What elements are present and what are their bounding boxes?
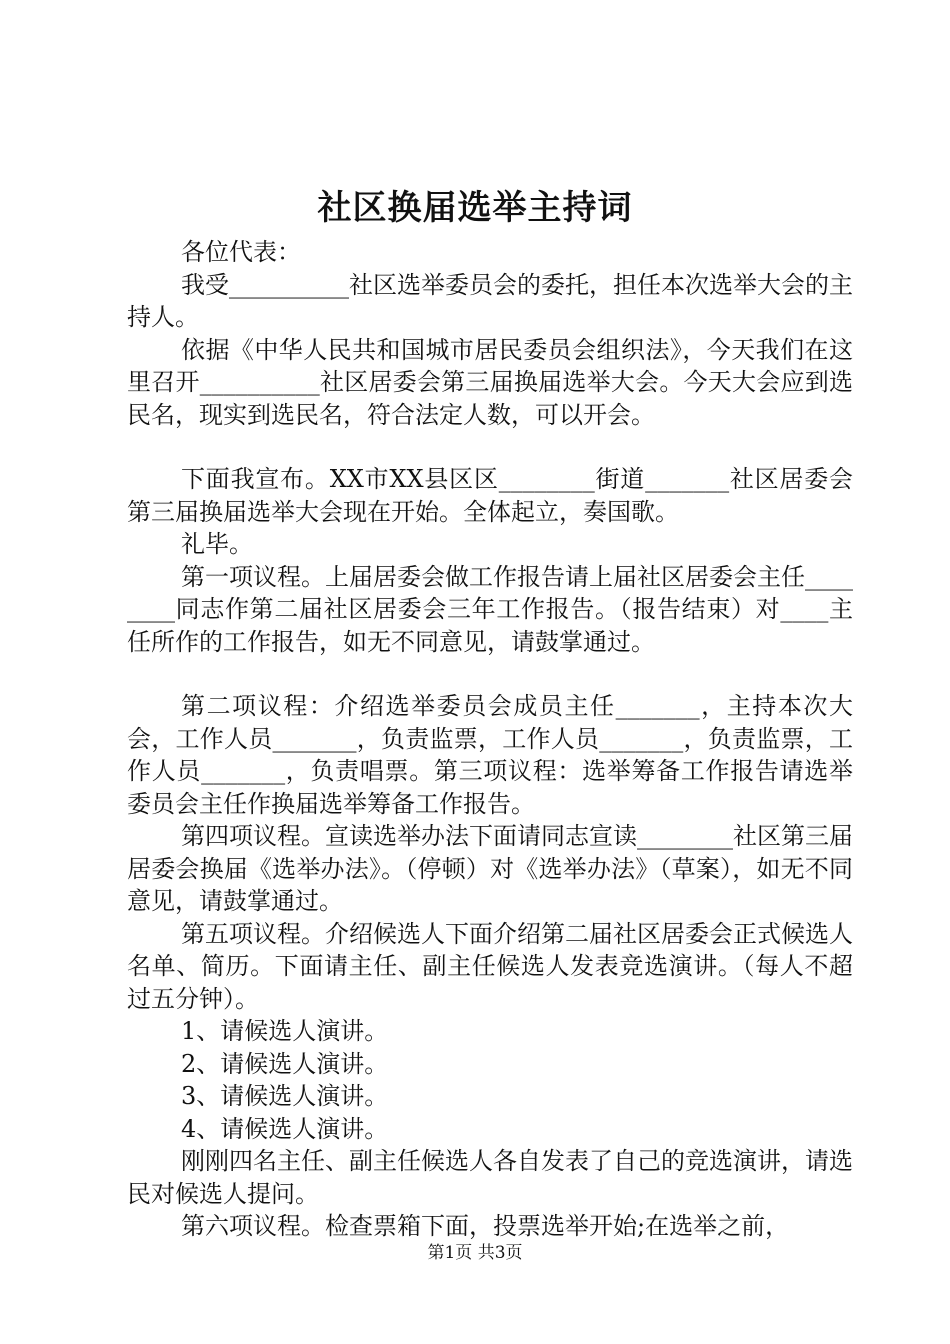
list-item-speech-4: 4、请候选人演讲。 [181, 1114, 389, 1143]
page-footer: 第1页 共3页 [427, 1243, 523, 1263]
list-item-speech-1: 1、请候选人演讲。 [181, 1017, 389, 1045]
paragraph-agenda-6: 第六项议程。检查票箱下面，投票选举开始;在选举之前， [181, 1212, 790, 1240]
paragraph-salutation: 各位代表： [181, 238, 301, 266]
document-title: 社区换届选举主持词 [317, 188, 633, 228]
paragraph-announcement: 下面我宣布。XX市XX县区区________街道_______社区居委会第三届换届选举大会现在开始。全体起立，奏国歌。 [127, 465, 853, 526]
paragraph-agenda-2-3: 第二项议程：介绍选举委员会成员主任_______，主持本次大会，工作人员_______，负责监票，工作人员_______，负责监票，工作人员_______，负责唱票。第三项议程：选举筹备工作报告请选举委员会主任作换届选举筹备工作报告。 [127, 692, 853, 818]
paragraph-ceremony-end: 礼毕。 [181, 530, 253, 558]
paragraph-agenda-5: 第五项议程。介绍候选人下面介绍第二届社区居委会正式候选人名单、简历。下面请主任、副主任候选人发表竞选演讲。（每人不超过五分钟）。 [127, 919, 853, 1013]
paragraph-agenda-4: 第四项议程。宣读选举办法下面请同志宣读________社区第三届居委会换届《选举办法》。（停顿）对《选举办法》（草案），如无不同意见，请鼓掌通过。 [127, 822, 853, 915]
paragraph-agenda-1: 第一项议程。上届居委会做工作报告请上届社区居委会主任________同志作第二届社区居委会三年工作报告。（报告结束）对____主任所作的工作报告，如无不同意见，请鼓掌通过。 [127, 562, 853, 656]
paragraph-host-intro: 我受__________社区选举委员会的委托，担任本次选举大会的主持人。 [127, 270, 853, 331]
paragraph-legal-basis: 依据《中华人民共和国城市居民委员会组织法》，今天我们在这里召开__________社区居委会第三届换届选举大会。今天大会应到选民名，现实到选民名，符合法定人数，可以开会。 [127, 335, 853, 429]
list-item-speech-3: 3、请候选人演讲。 [181, 1082, 389, 1110]
document-body [127, 236, 853, 1243]
list-item-speech-2: 2、请候选人演讲。 [181, 1049, 389, 1078]
paragraph-questions: 刚刚四名主任、副主任候选人各自发表了自己的竞选演讲，请选民对候选人提问。 [127, 1147, 853, 1208]
